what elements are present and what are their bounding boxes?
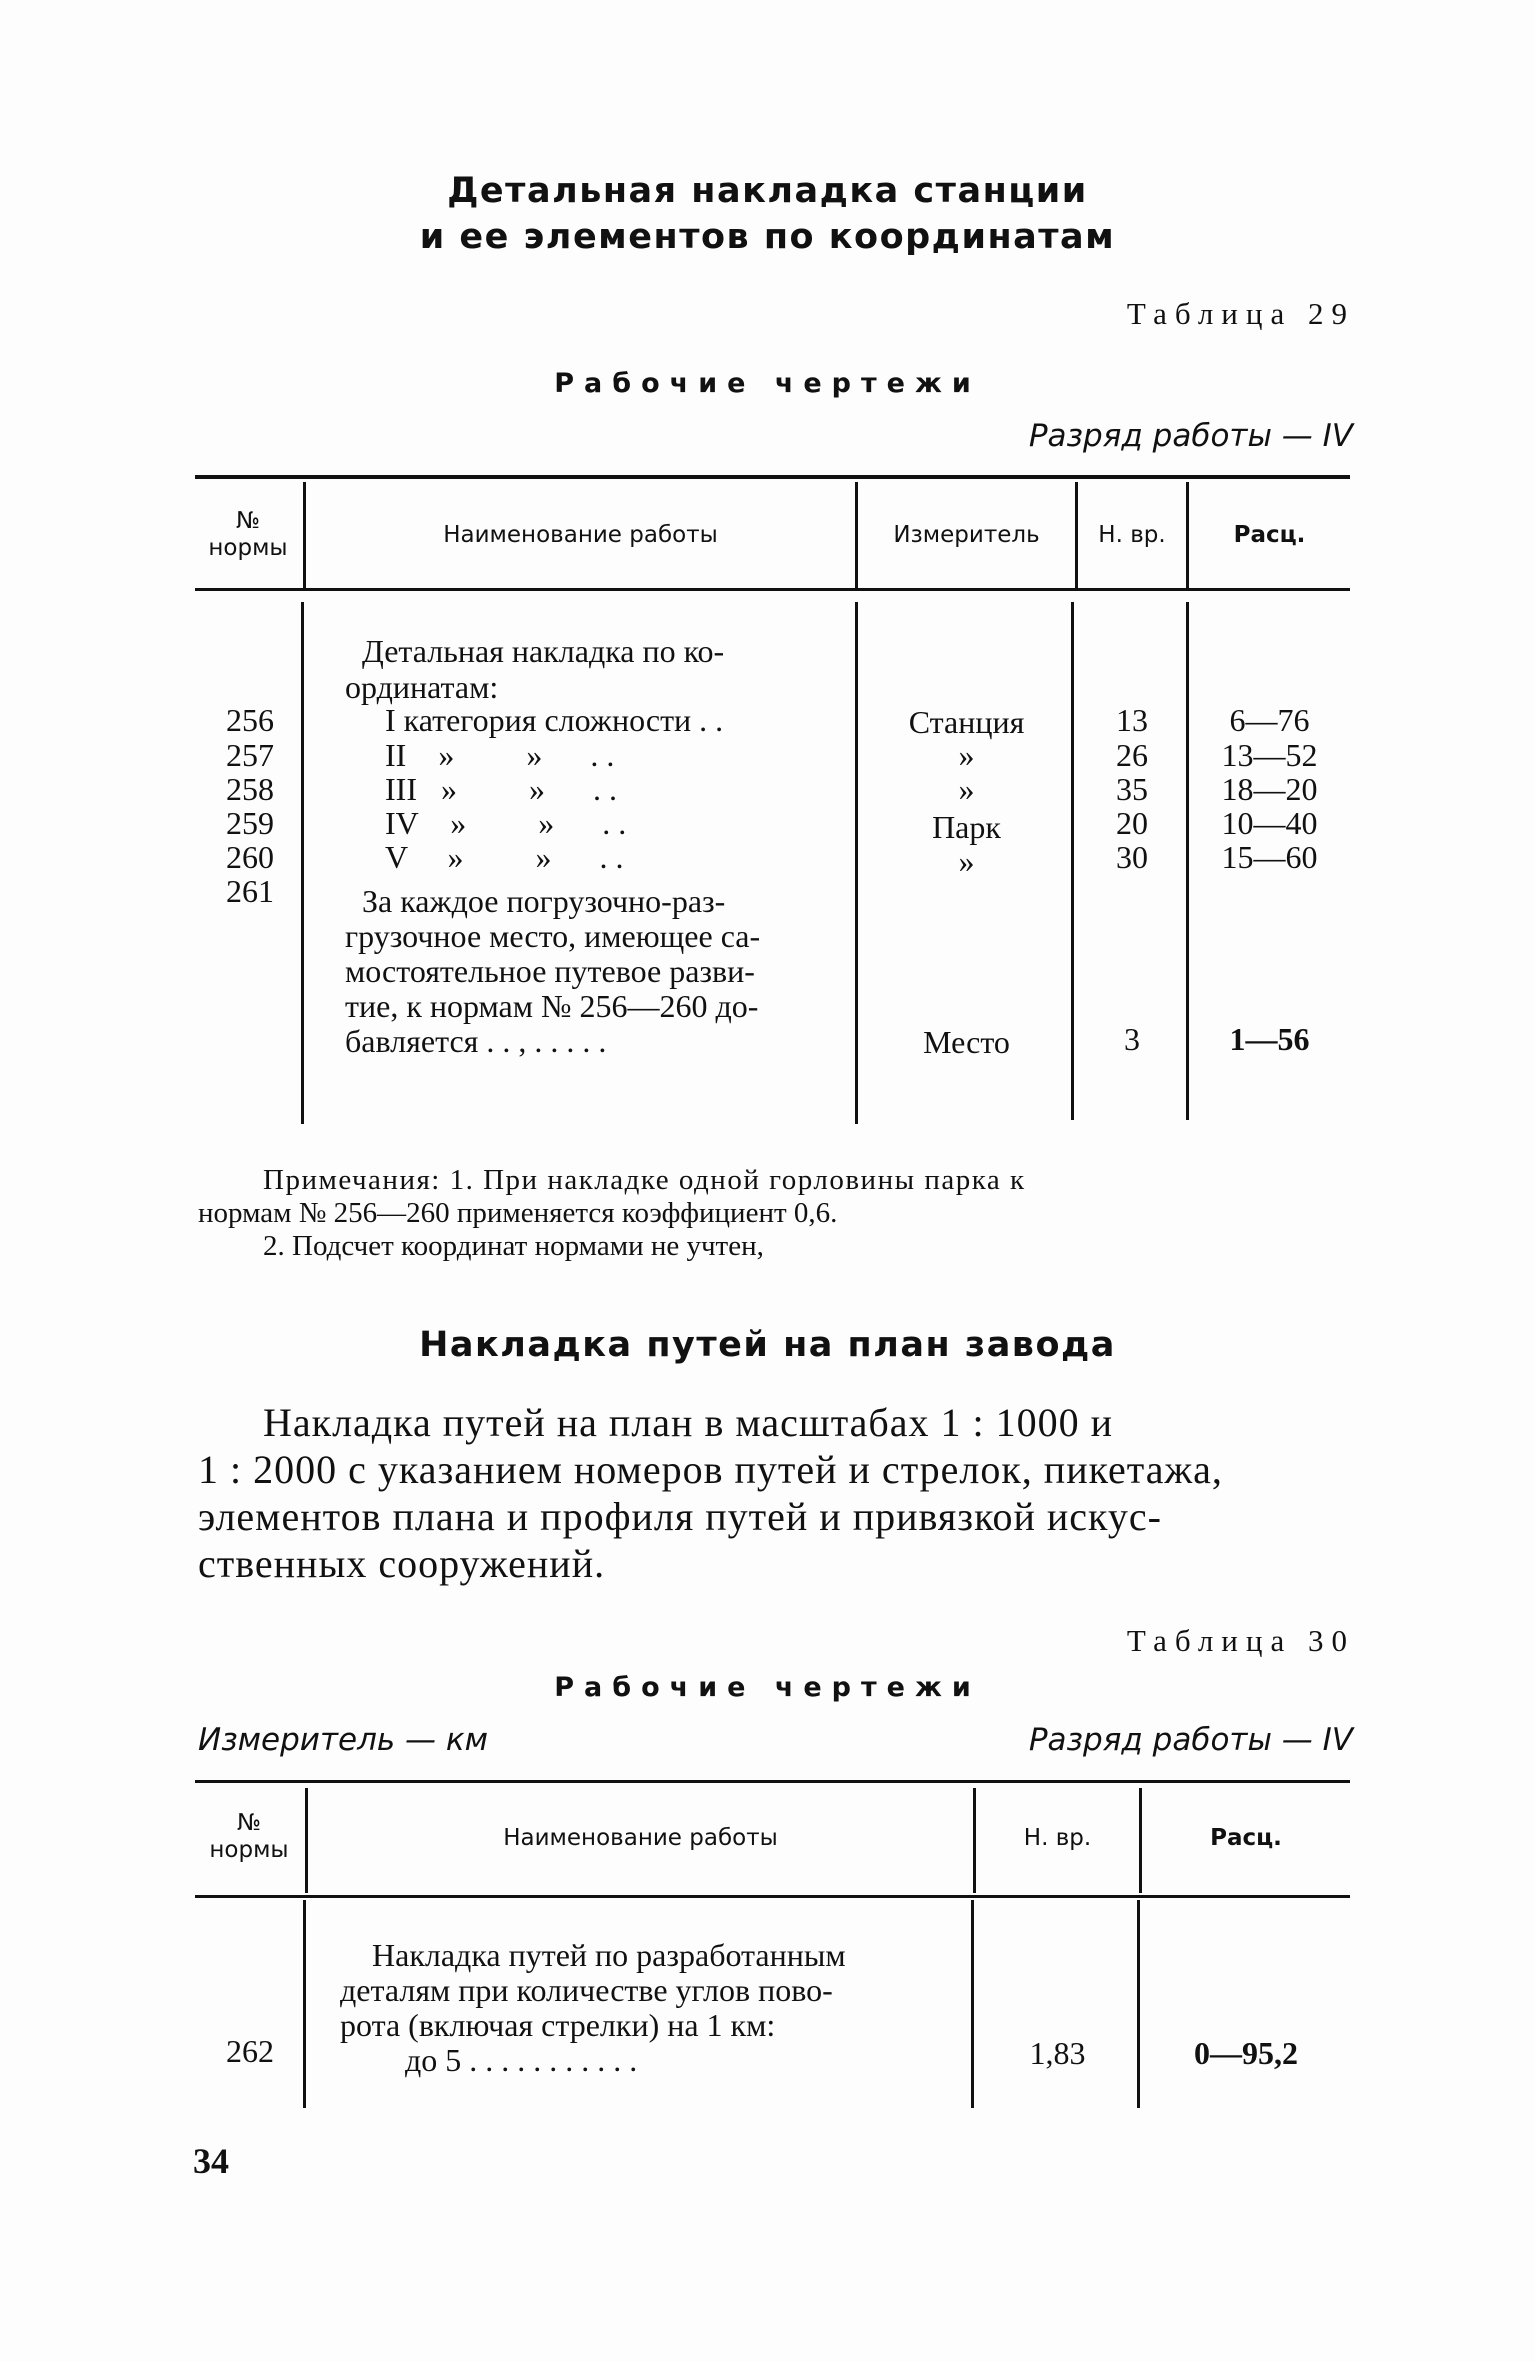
table29-header-rule [195,588,1350,591]
row-name: III » » . . [385,771,617,807]
col-header-norm-word: нормы [208,535,288,561]
col-header-norm [195,1810,303,1864]
col-header-time: Н. вр. [1023,1825,1092,1851]
row-name: V » » . . [385,839,624,875]
row-time: 20 [1116,805,1148,841]
row261-text-line: За каждое погрузочно-раз- [362,883,726,919]
row-time: 13 [1116,702,1148,738]
row262-text-line: рота (включая стрелки) на 1 км: [340,2007,776,2043]
paragraph-line: элементов плана и профиля путей и привязкой искус- [198,1494,1162,1539]
notes-line2: нормам № 256—260 применяется коэффициент 0,6. [198,1197,838,1229]
table29-top-rule [195,475,1350,479]
divider [1137,1900,1140,2108]
section-heading-line1: Детальная накладка станции [447,171,1088,211]
divider [303,1900,306,2108]
row-rate: 0—95,2 [1194,2035,1298,2071]
col-header-name: Наименование работы [443,522,718,548]
col-header-name: Наименование работы [503,1825,778,1851]
col-header-norm-symbol: № [236,508,260,534]
row-no: 257 [226,737,274,773]
notes-line3: 2. Подсчет координат нормами не учтен, [263,1230,764,1262]
col-header-unit: Измеритель [893,522,1040,548]
notes-line1: Примечания: 1. При накладке одной горловины парка к [263,1164,1026,1196]
row-rate: 1—56 [1229,1021,1310,1057]
row-name: II » » . . [385,737,615,773]
table30-unit-note: Измеритель — км [198,1722,488,1758]
row-name: I категория сложности . . [385,702,724,738]
row-time: 1,83 [1029,2035,1086,2071]
table30-grade: Разряд работы — IV [1028,1722,1353,1758]
table29-label: Таблица 29 [1126,296,1355,331]
row262-text-line: Накладка путей по разработанным [372,1937,846,1973]
table29-subtitle: Рабочие чертежи [554,368,981,399]
divider [971,1900,974,2108]
row-rate: 10—40 [1221,805,1318,841]
row-unit: » [958,737,975,773]
row-time: 3 [1124,1021,1140,1057]
col-header-rate: Расц. [1233,522,1306,548]
row-no: 261 [226,873,274,909]
row262-text-line: до 5 . . . . . . . . . . . [405,2042,638,2078]
row-rate: 13—52 [1221,737,1318,773]
table29-intro-line2: ординатам: [345,669,499,705]
row-time: 26 [1116,737,1148,773]
row261-text-line: тие, к нормам № 256—260 до- [345,988,759,1024]
row261-text-line: мостоятельное путевое разви- [345,953,755,989]
row-unit: » [958,843,975,879]
col-header-time: Н. вр. [1098,522,1166,548]
row261-text-line: грузочное место, имеющее са- [345,918,761,954]
table30-label: Таблица 30 [1126,1623,1355,1658]
row262-text-line: деталям при количестве углов пово- [340,1972,833,2008]
paragraph-line: Накладка путей на план в масштабах 1 : 1000 и [263,1400,1114,1445]
col-header-norm-word: нормы [209,1837,289,1863]
row-time: 30 [1116,839,1148,875]
row-rate: 15—60 [1221,839,1318,875]
table30-top-rule [195,1780,1350,1783]
row-time: 35 [1116,771,1148,807]
table29-grade: Разряд работы — IV [1028,418,1353,454]
row261-text-line: бавляется . . , . . . . . [345,1023,607,1059]
section-heading-line2: и ее элементов по координатам [419,217,1116,257]
col-header-norm [195,508,301,562]
col-header-norm-symbol: № [237,1810,261,1836]
row-no: 256 [226,702,274,738]
row-name: IV » » . . [385,805,627,841]
table29-intro-line1: Детальная накладка по ко- [362,633,725,669]
table30-header-rule [195,1895,1350,1898]
row-rate: 6—76 [1229,702,1310,738]
row-unit: Парк [932,809,1001,845]
page-number: 34 [193,2141,229,2181]
table30-subtitle: Рабочие чертежи [554,1672,981,1703]
row-no: 258 [226,771,274,807]
section2-heading: Накладка путей на план завода [419,1325,1116,1365]
row-unit: Место [923,1024,1010,1060]
col-header-rate: Расц. [1210,1825,1282,1851]
paragraph-line: 1 : 2000 с указанием номеров путей и стрелок, пикетажа, [198,1447,1223,1492]
row-unit: » [958,771,975,807]
divider [301,602,304,1124]
paragraph-line: ственных сооружений. [198,1541,606,1586]
row-rate: 18—20 [1221,771,1318,807]
row-unit: Станция [908,704,1025,740]
row-no: 262 [226,2033,274,2069]
row-no: 259 [226,805,274,841]
row-no: 260 [226,839,274,875]
